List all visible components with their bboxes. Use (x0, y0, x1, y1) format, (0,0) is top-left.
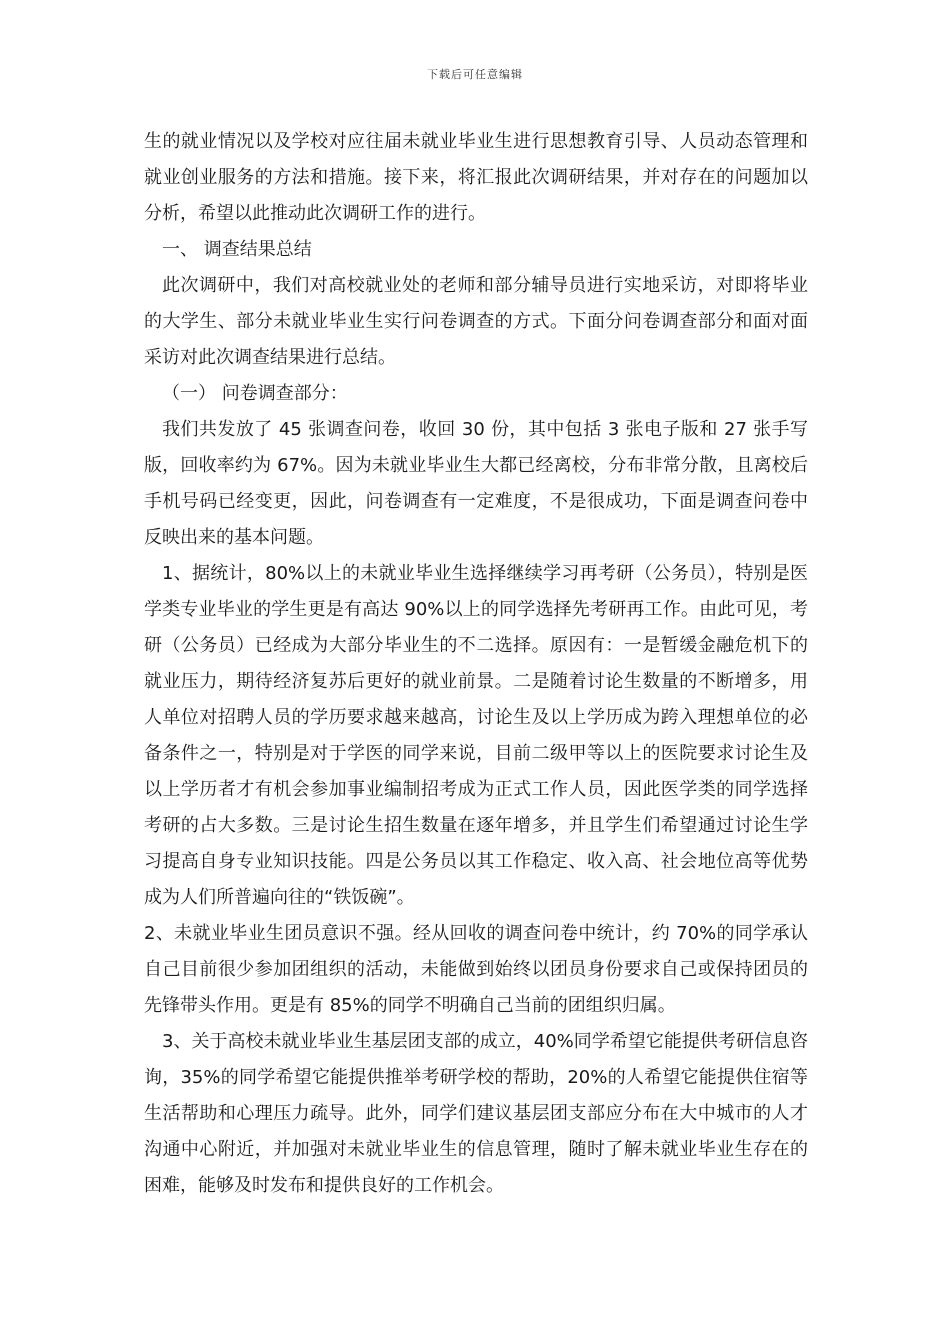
paragraph-survey-method: 此次调研中，我们对高校就业处的老师和部分辅导员进行实地采访，对即将毕业的大学生、部分未就业毕业生实行问卷调查的方式。下面分问卷调查部分和面对面采访对此次调查结果进行总结。 (144, 275, 808, 368)
subsection-heading-questionnaire: （一） 问卷调查部分： (162, 383, 348, 404)
paragraph-finding-3: 3、关于高校未就业毕业生基层团支部的成立，40%同学希望它能提供考研信息咨询，35%的同学希望它能提供推举考研学校的帮助，20%的人希望它能提供住宿等生活帮助和心理压力疏导。此外，同学们建议基层团支部应分布在大中城市的人才沟通中心附近，并加强对未就业毕业生的信息管理，随时了解未就业毕业生存在的困难，能够及时发布和提供良好的工作机会。 (144, 1031, 808, 1196)
paragraph-finding-2: 2、未就业毕业生团员意识不强。经从回收的调查问卷中统计，约 70%的同学承认自己目前很少参加团组织的活动，未能做到始终以团员身份要求自己或保持团员的先锋带头作用。更是有 85%的同学不明确自己当前的团组织归属。 (144, 923, 808, 1016)
paragraph-finding-1: 1、据统计，80%以上的未就业毕业生选择继续学习再考研（公务员），特别是医学类专业毕业的学生更是有高达 90%以上的同学选择先考研再工作。由此可见，考研（公务员）已经成为大部分毕业生的不二选择。原因有：一是暂缓金融危机下的就业压力，期待经济复苏后更好的就业前景。二是随着讨论生数量的不断增多，用人单位对招聘人员的学历要求越来越高，讨论生及以上学历成为跨入理想单位的必备条件之一，特别是对于学医的同学来说，目前二级甲等以上的医院要求讨论生及以上学历者才有机会参加事业编制招考成为正式工作人员，因此医学类的同学选择考研的占大多数。三是讨论生招生数量在逐年增多，并且学生们希望通过讨论生学习提高自身专业知识技能。四是公务员以其工作稳定、收入高、社会地位高等优势成为人们所普遍向往的“铁饭碗”。 (144, 563, 808, 908)
section-heading-survey-summary: 一、 调查结果总结 (162, 239, 312, 260)
document-body (144, 124, 808, 1204)
paragraph-questionnaire-stats: 我们共发放了 45 张调查问卷，收回 30 份，其中包括 3 张电子版和 27 张手写版，回收率约为 67%。因为未就业毕业生大都已经离校，分布非常分散，且离校后手机号码已经变更，因此，问卷调查有一定难度，不是很成功，下面是调查问卷中反映出来的基本问题。 (144, 419, 808, 548)
page-header: 下载后可任意编辑 (427, 68, 523, 81)
paragraph-intro-continuation: 生的就业情况以及学校对应往届未就业毕业生进行思想教育引导、人员动态管理和就业创业服务的方法和措施。接下来，将汇报此次调研结果，并对存在的问题加以分析，希望以此推动此次调研工作的进行。 (144, 131, 808, 224)
